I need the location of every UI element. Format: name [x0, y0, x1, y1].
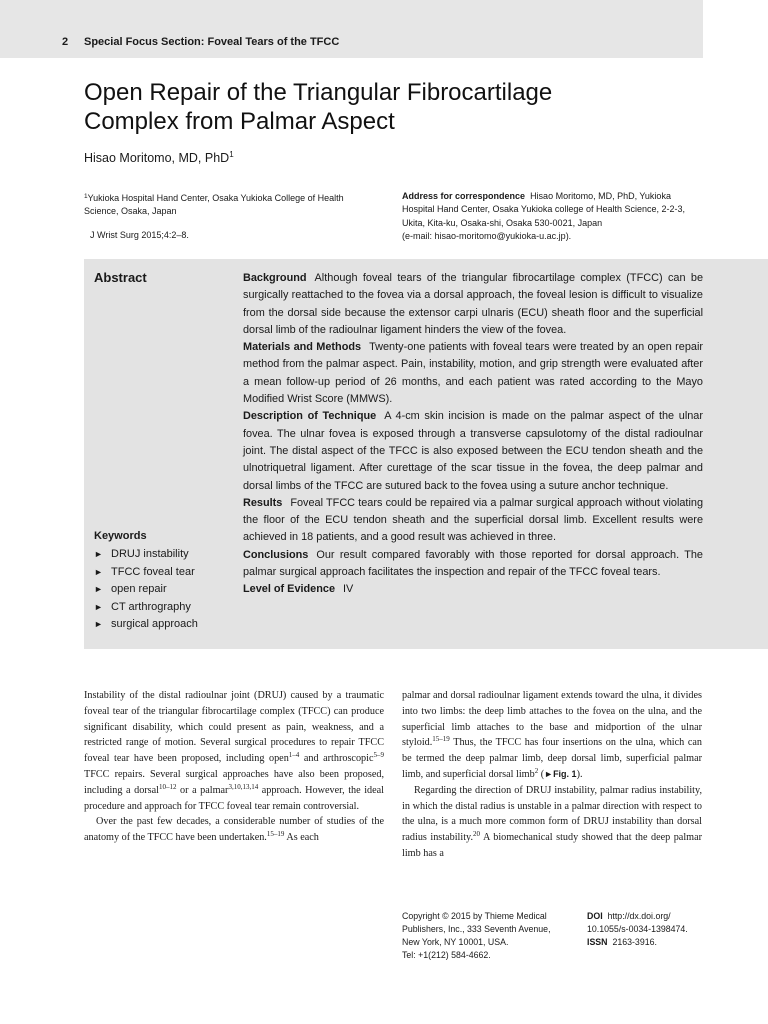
- title-line-1: Open Repair of the Triangular Fibrocartilage: [84, 79, 553, 106]
- abstract-conclusions: Conclusions Our result compared favorably with those reported for dorsal approach. The palmar surgical approach facilitates the inspection and repair of the TFCC foveal tears.: [243, 548, 703, 579]
- affiliation-marker: 1: [84, 193, 88, 200]
- author-name: Hisao Moritomo, MD, PhD: [84, 151, 230, 165]
- running-title: Special Focus Section: Foveal Tears of the TFCC: [84, 36, 340, 48]
- arrow-right-icon: ►: [94, 566, 103, 577]
- address-line-1: Hisao Moritomo, MD, PhD, Yukioka: [530, 191, 671, 201]
- doi-value: 10.1055/s-0034-1398474.: [587, 924, 688, 934]
- journal-reference: J Wrist Surg 2015;4:2–8.: [90, 230, 189, 240]
- keyword-item: ► CT arthrography: [94, 599, 198, 617]
- arrow-right-icon: ►: [94, 549, 103, 559]
- address-line-2: Hospital Hand Center, Osaka Yukioka college of Health Science, 2-2-3,: [402, 204, 685, 215]
- issn-label: ISSN: [587, 937, 608, 947]
- correspondence-address: [402, 190, 707, 243]
- body-column-left: [84, 688, 384, 846]
- keyword-item: ► DRUJ instability: [94, 546, 198, 564]
- running-header: [0, 0, 703, 58]
- affiliation-line-1: $^1$Yukioka Hospital Hand Center, Osaka Yukioka College of Health: [84, 193, 344, 203]
- author-line: [84, 150, 234, 165]
- abstract-technique: Description of Technique A 4-cm skin incision is made on the palmar aspect of the ulnar fovea. The ulnar fovea is exposed through a transverse capsulotomy of the distal radioulnar joint. The distal aspect of the TFCC is also exposed between the ECU tendon sheath and the ulnotriquetral ligament. After curettage of the scar tissue in the fovea, the deep palmar and dorsal limbs of the TFCC are sutured back to the fovea using a suture anchor technique.: [243, 410, 703, 492]
- affiliation-line-2: Science, Osaka, Japan: [84, 206, 177, 216]
- author-affiliation-marker: 1: [229, 150, 234, 159]
- title-line-2: Complex from Palmar Aspect: [84, 108, 395, 135]
- issn-value: 2163-3916.: [612, 937, 657, 947]
- doi-issn-block: [587, 910, 707, 949]
- arrow-right-icon: ►: [94, 584, 103, 594]
- figure-1-link[interactable]: ►Fig. 1: [544, 768, 577, 779]
- body-column-right: [402, 688, 702, 862]
- keyword-item: ► surgical approach: [94, 616, 198, 634]
- abstract-background: Background Although foveal tears of the triangular fibrocartilage complex (TFCC) can be surgically reattached to the fovea via a dorsal approach, the foveal lesion is difficult to visualize from the dorsal side because the extensor carpi ulnaris (ECU) sheath floor and the superficial dorsal limb of the radioulnar ligament hinders the view of the fovea.: [243, 272, 703, 336]
- address-email: (e-mail: hisao-moritomo@yukioka-u.ac.jp).: [402, 230, 572, 241]
- arrow-right-icon: ►: [94, 601, 103, 612]
- abstract-results: Results Foveal TFCC tears could be repaired via a palmar surgical approach without violating the floor of the ECU tendon sheath and the superficial dorsal limb. Excellent results were achieved in 18 patients, and a good result was achieved in three.: [243, 496, 703, 544]
- doi-label: DOI: [587, 911, 603, 921]
- copyright-notice: Copyright © 2015 by Thieme Medical Publishers, Inc., 333 Seventh Avenue, New York, NY 10001, USA. Tel: +1(212) 584-4662.: [402, 911, 551, 960]
- body-paragraph: palmar and dorsal radioulnar ligament extends toward the ulna, it divides into two limbs: the deep limb attaches to the fovea on the ulna, and the superficial limb attaches to the base and midportion of the ulnar styloid.$^{15-19}$ Thus, the TFCC has four insertions on the ulna, which can be termed the deep palmar limb, deep dorsal limb, superficial palmar limb, and superficial dorsal limb$^2$ (►Fig. 1).: [402, 690, 702, 780]
- arrow-right-icon: ►: [94, 619, 103, 629]
- article-title: [84, 78, 684, 136]
- body-paragraph: Regarding the direction of DRUJ instability, palmar radius instability, in which the distal radius is unstable in a palmar direction with respect to the ulna, is a much more common form of DRUJ instability than dorsal radius instability.$^{20}$ A biomechanical study showed that the deep palmar limb has a: [402, 784, 703, 859]
- body-paragraph: Instability of the distal radioulnar joint (DRUJ) caused by a traumatic foveal tear of the triangular fibrocartilage complex (TFCC) can produce significant disability, which could present as pain, weakness, and a restricted range of motion. Several surgical procedures to repair TFCC foveal tear have been proposed, including open$^{1-4}$ and arthroscopic$^{5-9}$ TFCC repairs. Several surgical approaches have also been proposed, including a dorsal$^{10-12}$ or a palmar$^{3,10,13,14}$ approach. However, the ideal procedure and approach for TFCC foveal tear remain controversial.: [84, 690, 384, 812]
- page-number: 2: [62, 36, 69, 48]
- keyword-item: ► TFCC foveal tear: [94, 564, 198, 582]
- keywords-list: [94, 546, 198, 634]
- body-paragraph: Over the past few decades, a considerable number of studies of the anatomy of the TFCC have been undertaken.$^{15-19}$ As each: [84, 816, 384, 844]
- keyword-item: ► open repair: [94, 581, 198, 599]
- doi-link[interactable]: http://dx.doi.org/: [607, 911, 671, 921]
- abstract-level-of-evidence: Level of Evidence IV: [243, 583, 354, 596]
- keywords-heading: Keywords: [94, 530, 147, 542]
- abstract-heading: Abstract: [94, 270, 147, 285]
- abstract-body: [243, 270, 703, 599]
- abstract-methods: Materials and Methods Twenty-one patients with foveal tears were treated by an open repair method from the palmar aspect. Pain, instability, motion, and grip strength were evaluated after a mean follow-up period of 26 months, and each patient was rated according to the Mayo Modified Wrist Score (MMWS).: [243, 341, 703, 406]
- affiliation: [84, 190, 379, 218]
- address-label: Address for correspondence: [402, 191, 526, 201]
- address-line-3: Ukita, Kita-ku, Osaka-shi, Osaka 530-0021, Japan: [402, 217, 603, 228]
